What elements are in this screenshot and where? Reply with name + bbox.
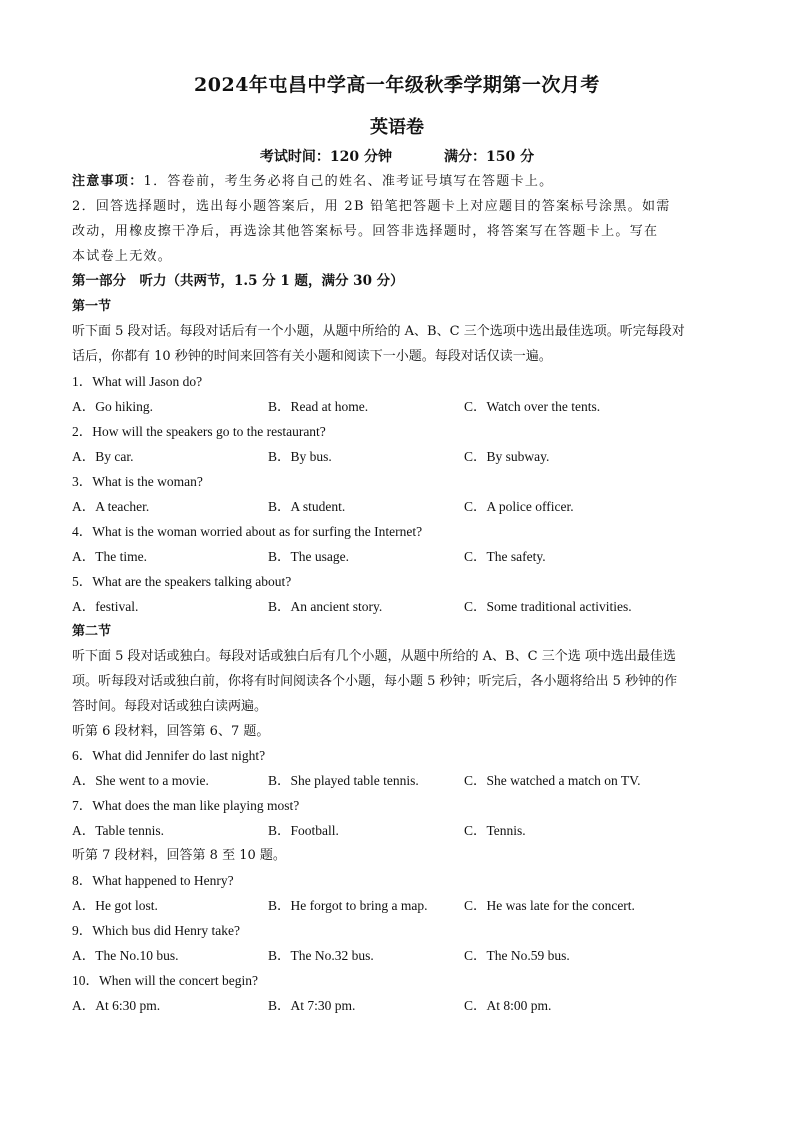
option-b: B．An ancient story. xyxy=(268,599,383,614)
option-a: A．The No.10 bus. xyxy=(72,948,179,963)
part1-heading: 第一部分 听力（共两节，1.5 分 1 题，满分 30 分） xyxy=(72,273,404,289)
option-c: C．Watch over the tents. xyxy=(464,399,601,414)
options-3 xyxy=(72,494,732,519)
option-c: C．He was late for the concert. xyxy=(464,898,635,913)
exam-time: 考试时间：120 分钟 xyxy=(259,149,392,165)
exam-title: 2024年屯昌中学高一年级秋季学期第一次月考 xyxy=(194,74,600,96)
option-b: B．Read at home. xyxy=(268,399,369,414)
material-6-intro: 听第 6 段材料，回答第 6、7 题。 xyxy=(72,724,270,739)
option-b: B．Football. xyxy=(268,823,339,838)
exam-subject: 英语卷 xyxy=(370,117,424,138)
question-5: 5．What are the speakers talking about? xyxy=(72,574,292,589)
exam-info xyxy=(0,146,794,166)
options-2 xyxy=(72,444,732,469)
question-10: 10．When will the concert begin? xyxy=(72,973,258,988)
section2-instructions-2: 项。听每段对话或独白前，你将有时间阅读各个小题，每小题 5 秒钟；听完后，各小题将给出 5 秒钟的作 xyxy=(72,674,678,689)
option-b: B．He forgot to bring a map. xyxy=(268,898,428,913)
option-c: C．Tennis. xyxy=(464,823,526,838)
option-c: C．The safety. xyxy=(464,549,546,564)
question-2: 2．How will the speakers go to the restaurant? xyxy=(72,424,326,439)
option-a: A．festival. xyxy=(72,599,139,614)
section2-heading: 第二节 xyxy=(72,624,112,639)
section1-instructions-1: 听下面 5 段对话。每段对话后有一个小题，从题中所给的 A、B、C 三个选项中选出最佳选项。听完每段对 xyxy=(72,324,685,339)
exam-score: 满分：150 分 xyxy=(444,149,535,165)
question-9: 9．Which bus did Henry take? xyxy=(72,923,240,938)
question-3: 3．What is the woman? xyxy=(72,474,203,489)
option-a: A．Go hiking. xyxy=(72,399,153,414)
section1-instructions-2: 话后，你都有 10 秒钟的时间来回答有关小题和阅读下一小题。每段对话仅读一遍。 xyxy=(72,349,552,364)
section2-instructions-1: 听下面 5 段对话或独白。每段对话或独白后有几个小题，从题中所给的 A、B、C 三个选 项中选出最佳选 xyxy=(72,649,676,664)
notes-text-1: 1．答卷前，考生务必将自己的姓名、准考证号填写在答题卡上。 xyxy=(143,174,554,189)
option-b: B．A student. xyxy=(268,499,346,514)
option-b: B．By bus. xyxy=(268,449,332,464)
question-8: 8．What happened to Henry? xyxy=(72,873,234,888)
notes-line-3: 改动，用橡皮擦干净后，再选涂其他答案标号。回答非选择题时，将答案写在答题卡上。写在 xyxy=(72,224,659,239)
section2-instructions-3: 答时间。每段对话或独白读两遍。 xyxy=(72,699,268,714)
options-1 xyxy=(72,394,732,419)
option-c: C．Some traditional activities. xyxy=(464,599,632,614)
question-4: 4．What is the woman worried about as for surfing the Internet? xyxy=(72,524,423,539)
option-b: B．The usage. xyxy=(268,549,349,564)
section1-heading: 第一节 xyxy=(72,299,112,314)
option-b: B．She played table tennis. xyxy=(268,773,419,788)
option-c: C．A police officer. xyxy=(464,499,574,514)
option-c: C．By subway. xyxy=(464,449,550,464)
option-a: A．She went to a movie. xyxy=(72,773,209,788)
options-10 xyxy=(72,993,732,1018)
option-a: A．Table tennis. xyxy=(72,823,165,838)
option-c: C．At 8:00 pm. xyxy=(464,998,552,1013)
notes-line-2: 2．回答选择题时，选出每小题答案后，用 2B 铅笔把答题卡上对应题目的答案标号涂黑。如需 xyxy=(72,199,671,214)
option-a: A．He got lost. xyxy=(72,898,158,913)
options-5 xyxy=(72,594,732,619)
option-b: B．The No.32 bus. xyxy=(268,948,374,963)
option-a: A．The time. xyxy=(72,549,147,564)
material-7-intro: 听第 7 段材料，回答第 8 至 10 题。 xyxy=(72,848,286,863)
option-a: A．By car. xyxy=(72,449,134,464)
notes-line-1 xyxy=(72,169,732,194)
question-6: 6．What did Jennifer do last night? xyxy=(72,748,266,763)
notes-line-4: 本试卷上无效。 xyxy=(72,249,173,264)
question-1: 1．What will Jason do? xyxy=(72,374,203,389)
option-c: C．The No.59 bus. xyxy=(464,948,570,963)
question-7: 7．What does the man like playing most? xyxy=(72,798,300,813)
options-8 xyxy=(72,893,732,918)
option-c: C．She watched a match on TV. xyxy=(464,773,641,788)
options-6 xyxy=(72,768,732,793)
option-a: A．A teacher. xyxy=(72,499,150,514)
options-9 xyxy=(72,943,732,968)
option-b: B．At 7:30 pm. xyxy=(268,998,356,1013)
options-4 xyxy=(72,544,732,569)
notes-label: 注意事项： xyxy=(72,174,144,189)
option-a: A．At 6:30 pm. xyxy=(72,998,161,1013)
options-7 xyxy=(72,818,732,843)
